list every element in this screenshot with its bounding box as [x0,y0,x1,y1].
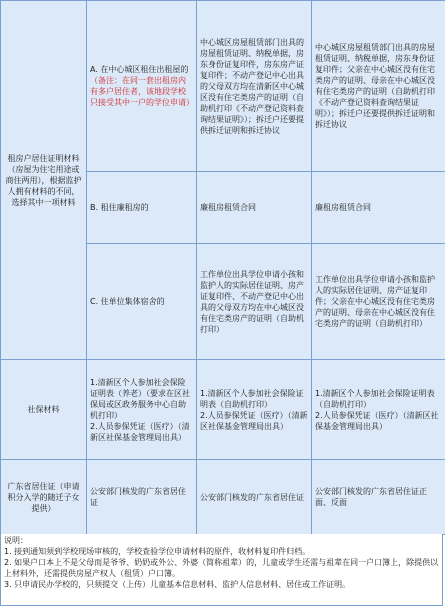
notes-title: 说明： [4,536,28,545]
notes-section [0,534,443,606]
residence-col3-cell: 公安部门核发的广东省居住证 [197,460,312,535]
social-col2-cell: 1.清新区个人参加社会保险证明表（养老）（要求在区社保局或区政务服务中心自助机打印） 2.人员参保凭证（医疗）（清新区社保基金管理局出具） [87,360,197,460]
rent-option-a-private-docs: 中心城区房屋租赁部门出具的房屋租赁证明、纳税单据，房东身份证复印件；父亲在中心城区没有住宅类房产的证明、母亲在中心城区没有住宅类房产的证明（自助机打印《不动产登记资料查询结果证明》）；拆迁户还要提供拆迁证明和拆迁协议 [312,1,445,172]
rent-category-cell: 租房户居住证明材料（房屋为住宅用途或商住两用），根据监护人拥有材料的不同，选择其中一项材料 [1,1,87,360]
rent-option-a-cell [87,1,197,172]
table-row [1,1,445,172]
rent-option-a-note: （备注：在同一套出租房内有多户居住者，该地段学校只接受其中一户的学位申请） [90,76,194,107]
note-item-2: 2. 如果户口本上不是父母而是爷爷、奶奶或外公、外婆（简称祖辈）的，儿童或学生还需与祖辈在同一户口簿上，除提供以上材料外，还需提供房屋产权人（租赁）户口簿。 [4,558,439,578]
table-row [1,460,445,535]
social-col3-cell: 1.清新区个人参加社会保险证明表（自助机打印） 2.人员参保凭证（医疗）（清新区社保基金管理局出具） [197,360,312,460]
rent-option-a-label: A. 在中心城区租住出租屋的 [90,65,189,74]
residence-col4-cell: 公安部门核发的广东省居住证正面、反面 [312,460,445,535]
social-category-cell: 社保材料 [1,360,87,460]
note-item-3: 3. 只申请民办学校的，只须提交（上传）儿童基本信息材料、监护人信息材料、居住或工作证明。 [4,580,351,589]
rent-option-b-private-docs: 廉租房租赁合同 [312,172,445,244]
rent-option-a-public-docs: 中心城区房屋租赁部门出具的房屋租赁证明、纳税单据，房东身份证复印件，房东房产证复印件；不动产登记中心出具的父母双方均在清新区中心城区没有住宅类房产的证明（自助机打印《不动产登记资料查询结果证明》）；拆迁户还要提供拆迁证明和拆迁协议 [197,1,312,172]
residence-category-cell: 广东省居住证（申请积分入学的随迁子女提供） [1,460,87,535]
rent-option-b-public-docs: 廉租房租赁合同 [197,172,312,244]
residence-col2-cell: 公安部门核发的广东省居住证 [87,460,197,535]
table-row [1,360,445,460]
rent-option-c-private-docs: 工作单位出具学位申请小孩和监护人的实际居住证明、房产证复印件；父亲在中心城区没有住宅类房产的证明、母亲在中心城区没有住宅类房产的证明（自助机打印） [312,244,445,360]
rent-option-b-label: B. 租住廉租房的 [87,172,197,244]
note-item-1: 1. 接到通知须到学校现场审核的，学校查验学位申请材料的原件，收材料复印件归档。 [4,547,311,556]
rent-option-c-public-docs: 工作单位出具学位申请小孩和监护人的实际居住证明、房产证复印件、不动产登记中心出具的父母双方均在中心城区没有住宅类房产的证明（自助机打印） [197,244,312,360]
social-col4-cell: 1.清新区个人参加社会保险证明表（自助机打印） 2.人员参保凭证（医疗）（清新区社保基金管理局出具） [312,360,445,460]
rent-option-c-label: C. 住单位集体宿舍的 [87,244,197,360]
